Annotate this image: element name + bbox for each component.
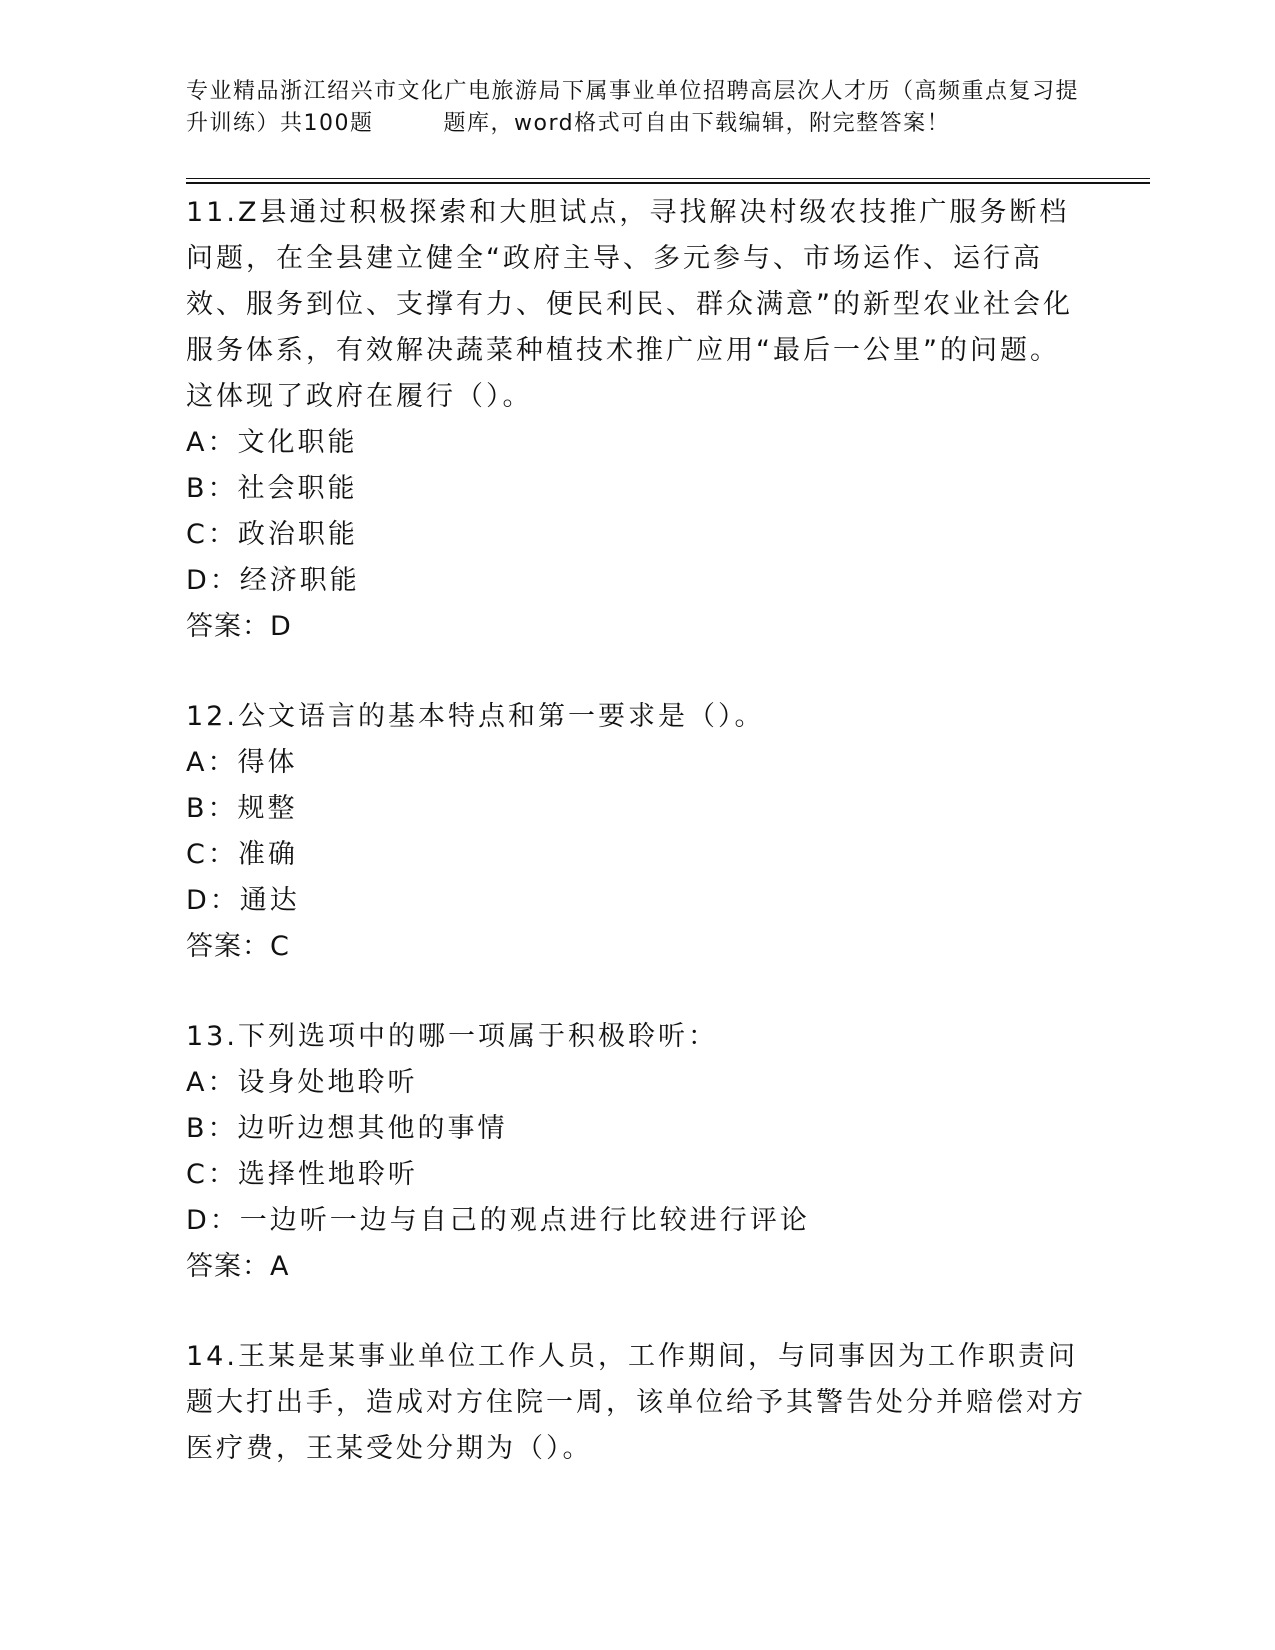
option-c: C：准确: [186, 839, 298, 870]
question-13: [186, 1014, 1086, 1290]
document-header: [186, 76, 1086, 140]
option-a: A：得体: [186, 747, 298, 778]
question-list: [186, 190, 1086, 1472]
answer-line: 答案：C: [186, 931, 290, 962]
option-d: D：经济职能: [186, 565, 360, 596]
option-b: B：边听边想其他的事情: [186, 1113, 508, 1144]
option-b: B：社会职能: [186, 473, 358, 504]
question-stem: 12.公文语言的基本特点和第一要求是（）。: [186, 701, 765, 732]
header-divider: [186, 178, 1150, 179]
option-a: A：文化职能: [186, 427, 358, 458]
question-spacer: [186, 650, 1086, 694]
question-spacer: [186, 1290, 1086, 1334]
question-stem: 13.下列选项中的哪一项属于积极聆听：: [186, 1021, 718, 1052]
option-d: D：一边听一边与自己的观点进行比较进行评论: [186, 1205, 810, 1236]
header-subtitle: 题库，word格式可自由下载编辑，附完整答案！: [443, 111, 951, 136]
question-14: [186, 1334, 1086, 1472]
answer-line: 答案：D: [186, 611, 292, 642]
answer-line: 答案：A: [186, 1251, 290, 1282]
option-c: C：选择性地聆听: [186, 1159, 418, 1190]
option-a: A：设身处地聆听: [186, 1067, 418, 1098]
question-stem: 11.Z县通过积极探索和大胆试点，寻找解决村级农技推广服务断档问题，在全县建立健全“政府主导、多元参与、市场运作、运行高效、服务到位、支撑有力、便民利民、群众满意”的新型农业社会化服务体系，有效解决蔬菜种植技术推广应用“最后一公里”的问题。这体现了政府在履行（）。: [186, 197, 1073, 412]
question-11: [186, 190, 1086, 650]
header-divider-thick: [186, 182, 1150, 184]
question-spacer: [186, 970, 1086, 1014]
option-c: C：政治职能: [186, 519, 358, 550]
header-title: 专业精品浙江绍兴市文化广电旅游局下属事业单位招聘高层次人才历（高频重点复习提升训练）共100题: [186, 79, 1080, 136]
question-stem: 14.王某是某事业单位工作人员，工作期间，与同事因为工作职责问题大打出手，造成对方住院一周，该单位给予其警告处分并赔偿对方医疗费，王某受处分期为（）。: [186, 1341, 1086, 1464]
option-d: D：通达: [186, 885, 300, 916]
question-12: [186, 694, 1086, 970]
option-b: B：规整: [186, 793, 298, 824]
